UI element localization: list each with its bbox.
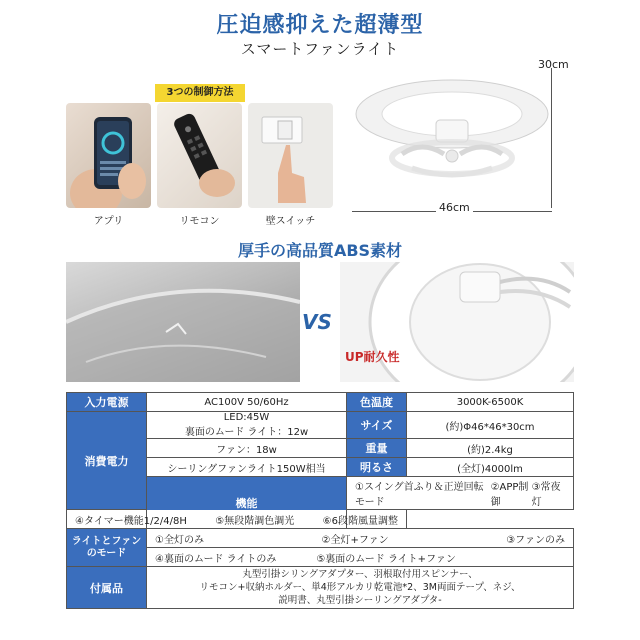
- durability-up-badge: UP耐久性: [345, 350, 400, 364]
- size-header: サイズ: [347, 412, 407, 439]
- consumption-header: 消費電力: [67, 412, 147, 510]
- function-item: ①スイング首ふり＆正逆回転モード: [355, 482, 484, 508]
- brightness-header: 明るさ: [347, 458, 407, 477]
- phone-app-icon: [66, 103, 151, 208]
- competitor-material-photo: [66, 262, 300, 382]
- function-item: ④タイマー機能1/2/4/8H: [75, 515, 187, 527]
- color-temp-value: 3000K-6500K: [407, 393, 574, 412]
- consumption-led-mood: [147, 412, 347, 439]
- size-value: (約)Φ46*46*30cm: [407, 412, 574, 439]
- mode-item: ④裏面のムード ライトのみ: [155, 553, 277, 565]
- color-temp-header: 色温度: [347, 393, 407, 412]
- mode-row-2: [147, 548, 574, 567]
- power-source-header: 入力電源: [67, 393, 147, 412]
- remote-caption: リモコン: [179, 216, 220, 227]
- wall-switch-caption: 壁スイッチ: [265, 216, 316, 227]
- remote-control-icon: [157, 103, 242, 208]
- mode-header: ライトとファンのモード: [67, 529, 147, 567]
- accessories-value: [147, 567, 574, 609]
- power-source-value: AC100V 50/60Hz: [147, 393, 347, 412]
- function-header: 機能: [147, 477, 347, 529]
- accessories-line: 説明書、丸型引掛シーリングアダプタ-: [278, 595, 442, 606]
- weight-header: 重量: [347, 439, 407, 458]
- accessories-header: 付属品: [67, 567, 147, 609]
- vs-label: VS: [302, 310, 332, 334]
- consumption-equiv: シーリングファンライト150W相当: [147, 458, 347, 477]
- function-item: ③常夜灯: [531, 482, 561, 508]
- consumption-fan: ファン：18w: [147, 439, 347, 458]
- consumption-mood: 裏面のムード ライト：12w: [184, 427, 309, 438]
- app-photo: [66, 103, 151, 208]
- app-caption: アプリ: [93, 216, 124, 227]
- remote-photo: [157, 103, 242, 208]
- function-item: ⑥6段階風量調整: [322, 515, 398, 527]
- width-label: 46cm: [436, 201, 473, 214]
- function-item: ⑤無段階調色調光: [215, 515, 295, 527]
- height-label: 30cm: [538, 58, 569, 71]
- page-title: 圧迫感抑えた超薄型: [216, 13, 424, 38]
- mode-item: ③ファンのみ: [506, 534, 565, 546]
- function-item: ②APP制御: [490, 482, 529, 508]
- brightness-value: (全灯)4000lm: [407, 458, 574, 477]
- function-row-1: [347, 477, 574, 510]
- mode-item: ②全灯+ファン: [321, 534, 389, 546]
- accessories-line: リモコン+収納ホルダー、単4形アルカリ乾電池*2、3M両面テープ、ネジ、: [199, 582, 521, 593]
- spec-table: [66, 392, 574, 609]
- control-methods-badge: 3つの制御方法: [155, 84, 245, 102]
- consumption-led: LED:45W: [223, 412, 270, 423]
- function-row-2: [67, 510, 407, 529]
- height-dimension-line: [551, 68, 552, 208]
- weight-value: (約)2.4kg: [407, 439, 574, 458]
- wall-switch-photo: [248, 103, 333, 208]
- accessories-line: 丸型引掛シリングアダプター、羽根取付用スピンナー、: [242, 569, 478, 580]
- mode-row-1: [147, 529, 574, 548]
- fan-light-product-image: [352, 70, 552, 210]
- material-title: 厚手の高品質ABS素材: [237, 241, 403, 260]
- wall-switch-icon: [248, 103, 333, 208]
- page-subtitle: スマートファンライト: [240, 40, 400, 58]
- mode-item: ⑤裏面のムード ライト+ファン: [316, 553, 456, 565]
- mode-item: ①全灯のみ: [155, 534, 204, 546]
